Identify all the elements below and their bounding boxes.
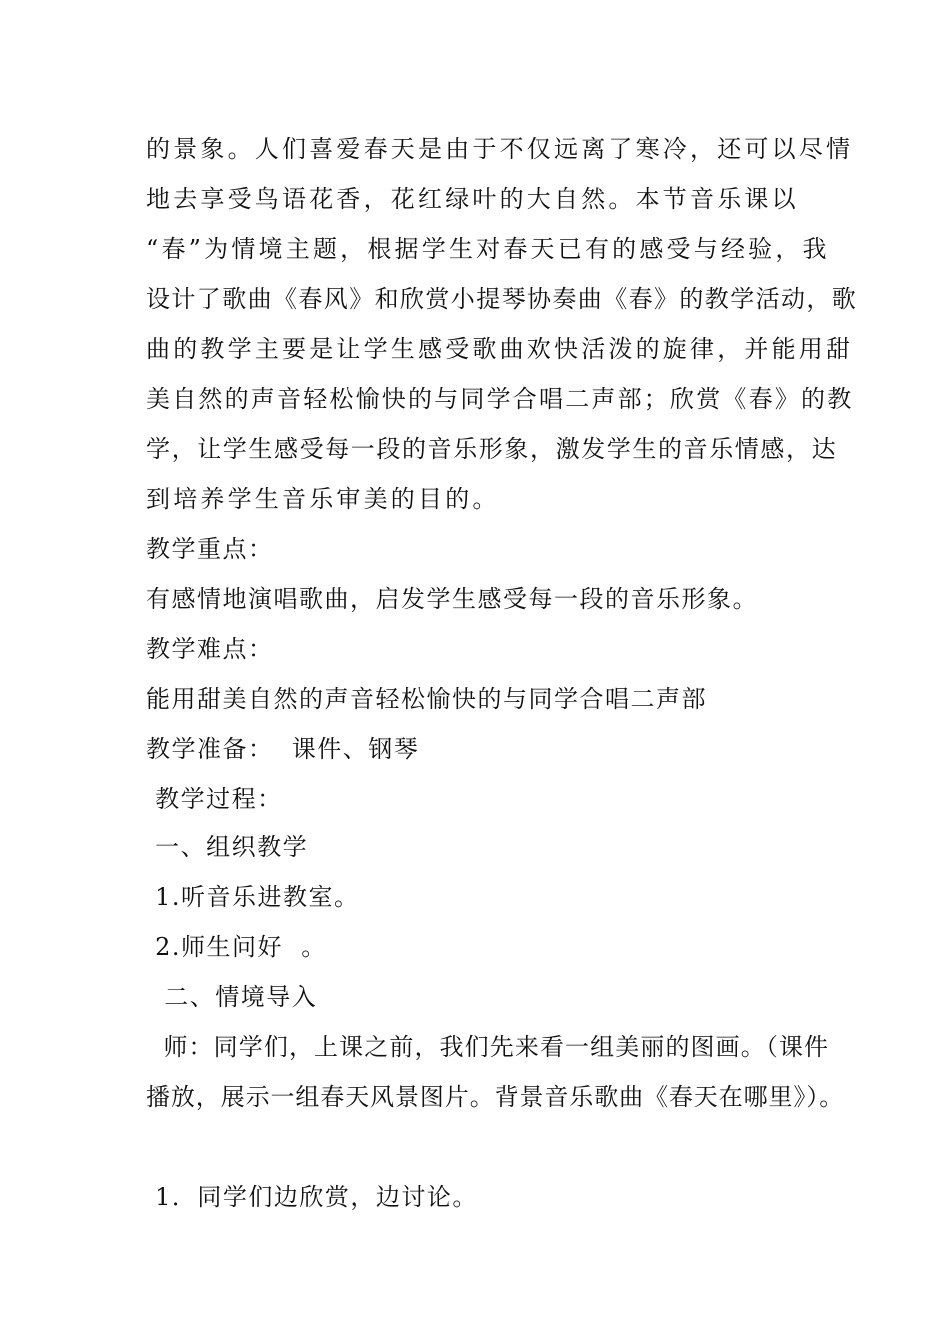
intro-line: 的景象。人们喜爱春天是由于不仅远离了寒冷，还可以尽情 [146,135,854,163]
intro-line: 曲的教学主要是让学生感受歌曲欢快活泼的旋律，并能用甜 [146,335,854,363]
intro-line: 地去享受鸟语花香，花红绿叶的大自然。本节音乐课以 [146,185,799,213]
intro-line: 到培养学生音乐审美的目的。 [146,485,500,513]
difficulties-heading: 教学难点： [146,635,274,663]
list-item: 1.听音乐进教室。 [146,883,360,911]
key-points-text: 有感情地演唱歌曲，启发学生感受每一段的音乐形象。 [146,585,758,613]
list-item: 2.师生问好 。 [146,933,327,961]
preparation-line: 教学准备： 课件、钢琴 [146,735,420,763]
key-points-heading: 教学重点： [146,535,274,563]
section2-title: 二、情境导入 [146,983,318,1011]
intro-line: 学，让学生感受每一段的音乐形象，激发学生的音乐情感，达 [146,435,838,463]
section1-title: 一、组织教学 [146,833,309,861]
intro-line: 美自然的声音轻松愉快的与同学合唱二声部；欣赏《春》的教 [146,385,854,413]
discussion-item: 1．同学们边欣赏，边讨论。 [146,1183,478,1211]
intro-line: 设计了歌曲《春风》和欣赏小提琴协奏曲《春》的教学活动，歌 [146,285,858,313]
difficulties-text: 能用甜美自然的声音轻松愉快的与同学合唱二声部 [146,685,707,713]
teacher-line: 播放，展示一组春天风景图片。背景音乐歌曲《春天在哪里》）。 [146,1083,845,1111]
intro-line: “春”为情境主题，根据学生对春天已有的感受与经验，我 [146,235,830,263]
teacher-line: 师：同学们，上课之前，我们先来看一组美丽的图画。（课件 [146,1033,830,1061]
process-heading: 教学过程： [146,785,283,813]
